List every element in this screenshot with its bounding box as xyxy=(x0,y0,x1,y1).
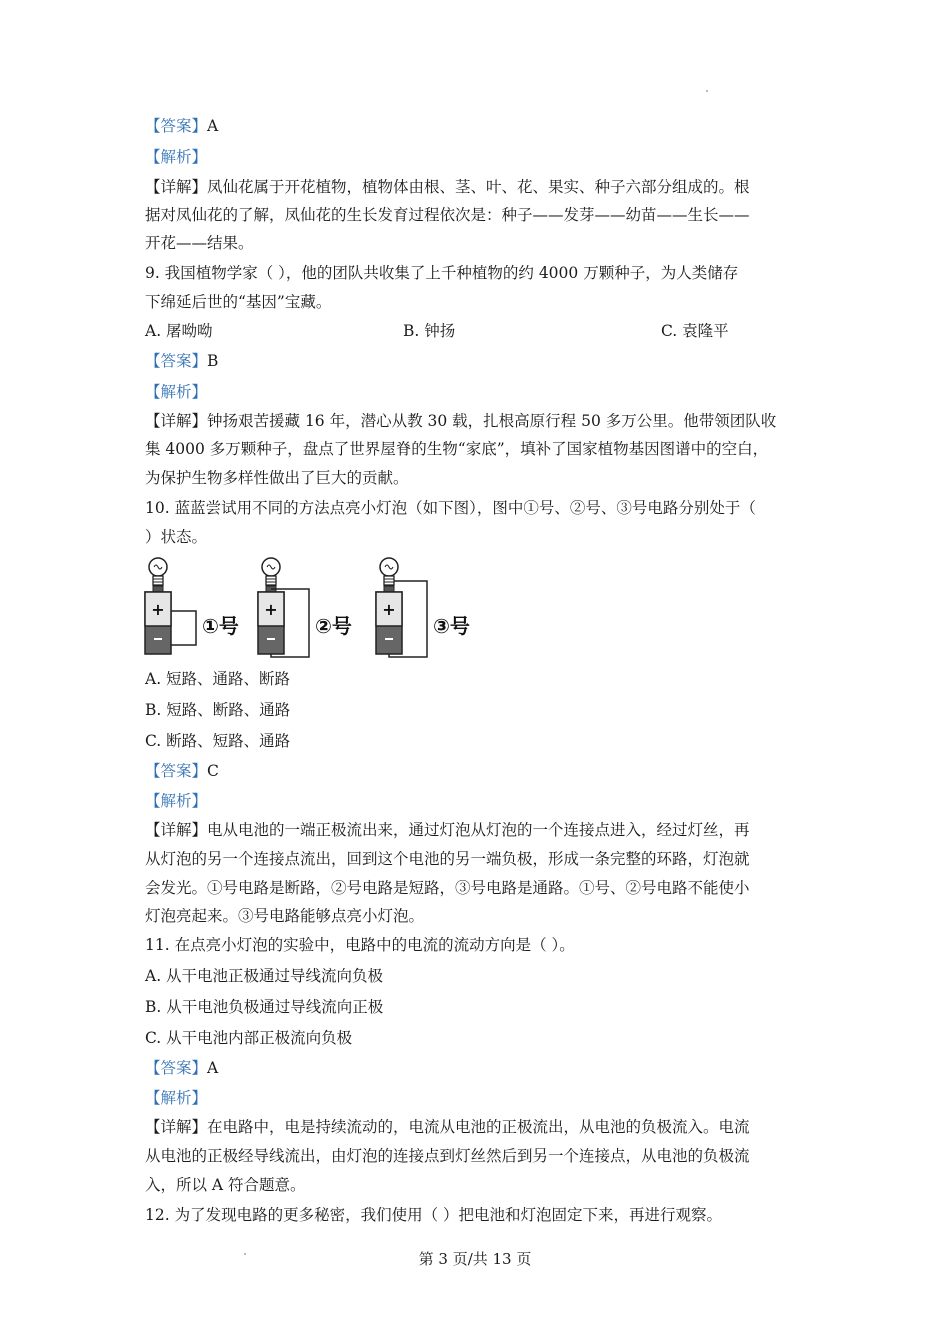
circuit-2 xyxy=(258,558,352,657)
q11-stem-line-1: 11. 在点亮小灯泡的实验中，电路中的电流的流动方向是（ ）。 xyxy=(145,936,575,954)
q10-stem-line-1: 10. 蓝蓝尝试用不同的方法点亮小灯泡（如下图），图中①号、②号、③号电路分别处于（ xyxy=(145,499,756,517)
q10-analysis-tag: 【解析】 xyxy=(145,792,208,810)
svg-text:+: + xyxy=(264,600,278,619)
detail-tag: 【详解】 xyxy=(145,821,208,839)
q11-detail-line-1 xyxy=(145,1117,750,1137)
q8-detail-line-1 xyxy=(145,177,750,197)
figure-label-1: ①号 xyxy=(202,614,239,638)
scan-dot xyxy=(706,90,708,92)
q9-answer-row xyxy=(145,351,218,371)
q11-option-a: A. 从干电池正极通过导线流向负极 xyxy=(145,967,384,985)
page-number: 第 3 页/共 13 页 xyxy=(418,1250,532,1268)
scan-dot xyxy=(244,1253,246,1255)
q11-option-b: B. 从干电池负极通过导线流向正极 xyxy=(145,998,384,1016)
q9-stem-line-2: 下绵延后世的“基因”宝藏。 xyxy=(145,293,332,311)
figure-label-3: ③号 xyxy=(433,614,470,638)
wire xyxy=(171,611,196,645)
detail-tag: 【详解】 xyxy=(145,412,208,430)
answer-value: B xyxy=(207,352,219,370)
q9-stem-line-1: 9. 我国植物学家（ ），他的团队共收集了上千种植物的约 4000 万颗种子，为人类储存 xyxy=(145,264,739,282)
q10-option-a: A. 短路、通路、断路 xyxy=(145,670,291,688)
q10-detail-line-2: 从灯泡的另一个连接点流出，回到这个电池的另一端负极，形成一条完整的环路，灯泡就 xyxy=(145,850,750,868)
answer-value: A xyxy=(207,117,219,135)
q12-stem-line-1: 12. 为了发现电路的更多秘密，我们使用（ ）把电池和灯泡固定下来，再进行观察。 xyxy=(145,1206,723,1224)
q8-answer-row xyxy=(145,116,218,136)
detail-text: 钟扬艰苦援藏 16 年，潜心从教 30 载，扎根高原行程 50 多万公里。他带领团队收 xyxy=(207,412,777,430)
bulb-icon xyxy=(262,558,280,585)
answer-tag: 【答案】 xyxy=(145,352,208,370)
circuit-3 xyxy=(376,558,470,657)
circuit-1 xyxy=(145,558,239,654)
q8-detail-line-2: 据对凤仙花的了解，凤仙花的生长发育过程依次是：种子——发芽——幼苗——生长—— xyxy=(145,206,750,224)
detail-text: 凤仙花属于开花植物，植物体由根、茎、叶、花、果实、种子六部分组成的。根 xyxy=(207,178,750,196)
q11-answer-row xyxy=(145,1058,218,1078)
answer-tag: 【答案】 xyxy=(145,762,208,780)
circuit-figure xyxy=(140,553,480,663)
q11-analysis-tag: 【解析】 xyxy=(145,1089,208,1107)
answer-value: A xyxy=(207,1059,219,1077)
answer-value: C xyxy=(207,762,219,780)
q10-detail-line-4: 灯泡亮起来。③号电路能够点亮小灯泡。 xyxy=(145,907,425,925)
q9-option-c: C. 袁隆平 xyxy=(661,322,729,340)
answer-tag: 【答案】 xyxy=(145,1059,208,1077)
detail-text: 在电路中，电是持续流动的，电流从电池的正极流出，从电池的负极流入。电流 xyxy=(207,1118,750,1136)
q8-analysis-tag: 【解析】 xyxy=(145,148,208,166)
q11-detail-line-2: 从电池的正极经导线流出，由灯泡的连接点到灯丝然后到另一个连接点，从电池的负极流 xyxy=(145,1147,750,1165)
q11-option-c: C. 从干电池内部正极流向负极 xyxy=(145,1029,353,1047)
svg-text:+: + xyxy=(151,600,165,619)
q10-detail-line-1 xyxy=(145,820,750,840)
detail-tag: 【详解】 xyxy=(145,1118,208,1136)
bulb-icon xyxy=(149,558,167,585)
q10-option-c: C. 断路、短路、通路 xyxy=(145,732,291,750)
figure-label-2: ②号 xyxy=(315,614,352,638)
q9-detail-line-2: 集 4000 多万颗种子，盘点了世界屋脊的生物“家底”，填补了国家植物基因图谱中的空白， xyxy=(145,440,769,458)
detail-tag: 【详解】 xyxy=(145,178,208,196)
battery-icon xyxy=(258,586,284,654)
q9-option-b: B. 钟扬 xyxy=(403,322,456,340)
answer-tag: 【答案】 xyxy=(145,117,208,135)
q11-detail-line-3: 入，所以 A 符合题意。 xyxy=(145,1176,306,1194)
q8-detail-line-3: 开花——结果。 xyxy=(145,234,254,252)
svg-text:+: + xyxy=(382,600,396,619)
q10-stem-line-2: ）状态。 xyxy=(145,528,208,546)
q9-option-a: A. 屠呦呦 xyxy=(145,322,213,340)
q9-detail-line-1 xyxy=(145,411,776,431)
detail-text: 电从电池的一端正极流出来，通过灯泡从灯泡的一个连接点进入，经过灯丝，再 xyxy=(207,821,750,839)
battery-icon xyxy=(376,586,402,654)
q9-analysis-tag: 【解析】 xyxy=(145,383,208,401)
q10-option-b: B. 短路、断路、通路 xyxy=(145,701,291,719)
q10-detail-line-3: 会发光。①号电路是断路，②号电路是短路，③号电路是通路。①号、②号电路不能使小 xyxy=(145,879,750,897)
q10-answer-row xyxy=(145,761,219,781)
q9-detail-line-3: 为保护生物多样性做出了巨大的贡献。 xyxy=(145,469,409,487)
battery-icon xyxy=(145,586,171,654)
